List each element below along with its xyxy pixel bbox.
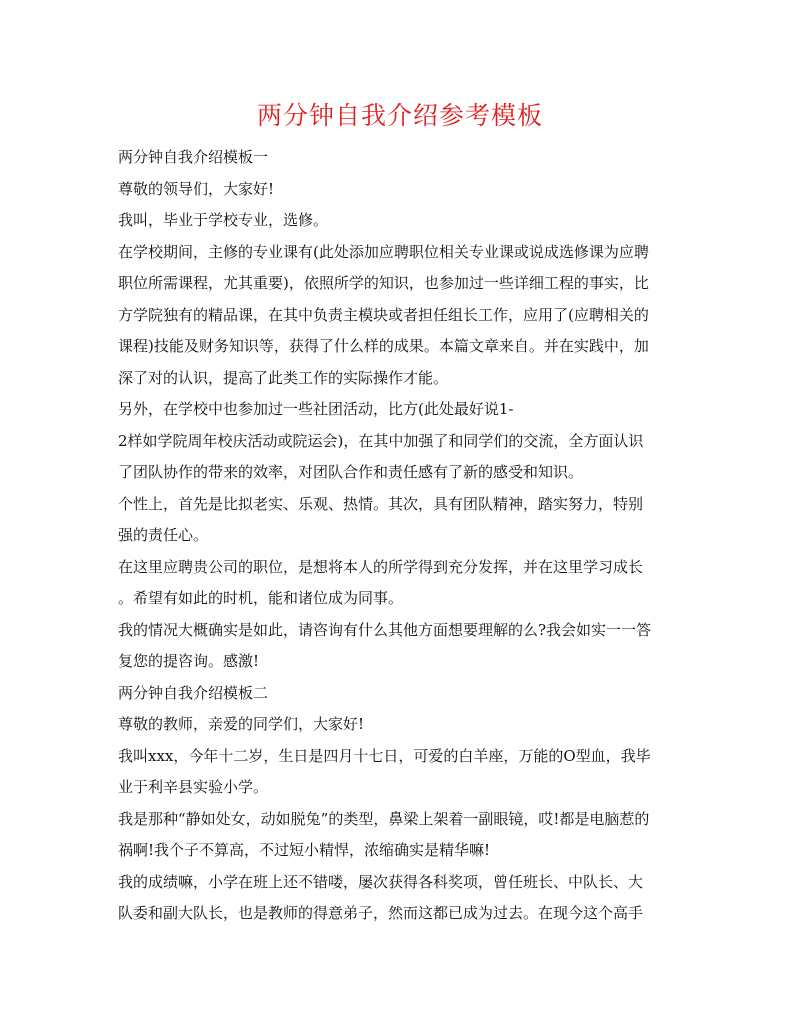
document-title: 两分钟自我介绍参考模板 — [256, 101, 543, 130]
text-line: 在学校期间，主修的专业课有(此处添加应聘职位相关专业课或说成选修课为应聘 — [118, 242, 649, 261]
text-line: 强的责任心。 — [118, 526, 209, 544]
text-line: 我是那种“静如处女，动如脱兔”的类型，鼻梁上架着一副眼镜，哎!都是电脑惹的 — [118, 809, 650, 828]
text-line: 尊敬的教师，亲爱的同学们，大家好! — [118, 715, 365, 733]
text-line: 职位所需课程，尤其重要)，依照所学的知识，也参加过一些详细工程的事实，比 — [118, 274, 649, 292]
text-line: 我叫xxx，今年十二岁，生日是四月十七日，可爱的白羊座，万能的O型血，我毕 — [118, 746, 651, 765]
text-line: 方学院独有的精品课，在其中负责主模块或者担任组长工作，应用了(应聘相关的 — [118, 305, 649, 324]
text-line: 我的情况大概确实是如此，请咨询有什么其他方面想要理解的么?我会如实一一答 — [118, 620, 652, 639]
text-line: 两分钟自我介绍模板一 — [118, 148, 269, 166]
text-line: 。希望有如此的时机，能和诸位成为同事。 — [118, 589, 404, 607]
document-body — [118, 142, 684, 930]
text-line: 深了对的认识，提高了此类工作的实际操作才能。 — [118, 368, 449, 387]
text-line: 我的成绩嘛，小学在班上还不错喽，屡次获得各科奖项，曾任班长、中队长、大 — [118, 872, 644, 891]
text-line: 课程)技能及财务知识等，获得了什么样的成果。本篇文章来自。并在实践中，加 — [118, 337, 649, 355]
text-line: 另外，在学校中也参加过一些社团活动，比方(此处最好说1- — [118, 400, 514, 418]
text-line: 复您的提咨询。感激! — [118, 652, 260, 670]
text-line: 我叫，毕业于学校专业，选修。 — [118, 211, 329, 229]
text-line: 在这里应聘贵公司的职位，是想将本人的所学得到充分发挥，并在这里学习成长 — [118, 557, 644, 576]
text-line: 了团队协作的带来的效率，对团队合作和责任感有了新的感受和知识。 — [118, 463, 584, 481]
text-line: 祸啊!我个子不算高，不过短小精悍，浓缩确实是精华嘛! — [118, 841, 491, 859]
text-line: 2样如学院周年校庆活动或院运会)，在其中加强了和同学们的交流，全方面认识 — [118, 431, 644, 450]
text-line: 队委和副大队长，也是教师的得意弟子，然而这都已成为过去。在现今这个高手 — [118, 904, 644, 922]
text-line: 两分钟自我介绍模板二 — [118, 683, 269, 702]
text-line: 尊敬的领导们，大家好! — [118, 179, 275, 198]
text-line: 个性上，首先是比拟老实、乐观、热情。其次，具有团队精神，踏实努力，特别 — [118, 494, 644, 513]
text-line: 业于利辛县实验小学。 — [118, 778, 269, 796]
